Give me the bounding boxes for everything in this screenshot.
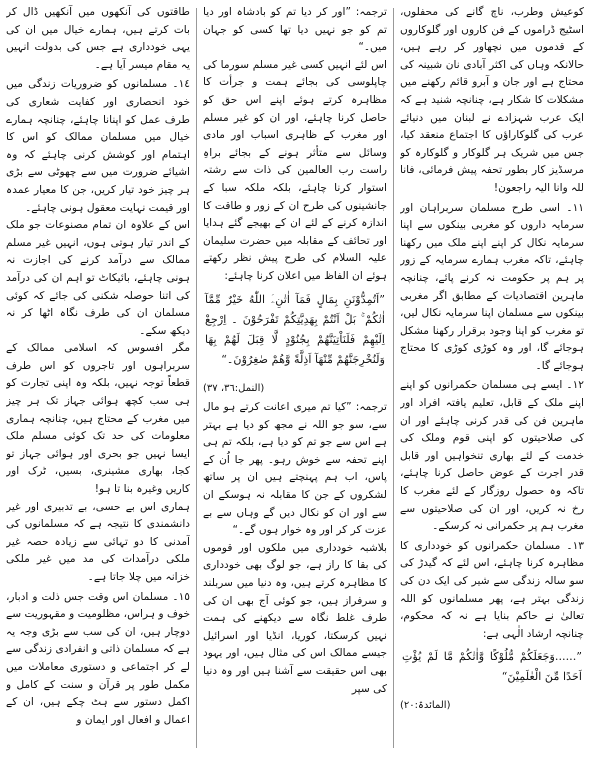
paragraph: اس کے علاوہ ان تمام مصنوعات جو ملک کے اندر تیار ہوتی ہوں، انہیں غیر مسلم ممالک سے درآمد کرنے کی اجازت نہ ہونی چاہئے، بائیکاٹ تو اہم ان کی درآمد کی اتنا حوصلہ شکنی کی جائے کہ کوئی مسلمان ان کی طرف نگاہ اٹھا کر نہ دیکھ سکے۔ — [5, 219, 190, 337]
paragraph: کوعیش وطرب، ناچ گانے کی محفلوں، اسٹیج ڈراموں کے فن کاروں اور گلوکاروں کے قدموں میں نچھاور کر رہے ہیں، حالانکہ وہاں کی اکثر آبادی نان شبینہ کی محتاج ہے اور جان و آبرو قائم رکھنے میں مشکلات کا شکار ہے، چنانچہ شنید ہے کہ ایک عرب شہزادے نے لبنان میں دنیائے عرب کی گلوکاراؤں کا اجتماع منعقد کیا، جس میں شریک ہر گلوکار و گلوکارہ کو مرسڈیز کار بطور تحفہ پیش فرمائی، فانا للہ وانا الیہ راجعون! — [399, 6, 584, 194]
verse-reference: (المائدۃ:٢٠) — [399, 700, 451, 712]
paragraph: بلاشبہ خودداری میں ملکوں اور قوموں کی بقا کا راز ہے، جو لوگ بھی خودداری کا مظاہرہ کرتے ہیں، وہ دنیا میں سربلند و سرفراز ہیں، جو کوئی آج بھی ان کی طرف غلط نگاہ سے دیکھنے کی ہمت نہیں کرسکتا، کوریا، انڈیا اور اسرائیل جیسے ممالک اس کی مثال ہیں، اور یہود بھی اس حقیقت سے آشنا ہیں اور وہ دنیا کی سپر — [202, 541, 387, 695]
quran-verse: ”......وَجَعَلَكُمْ مُّلُوْكًا وَّاٰتٰكُمْ مَّا لَمْ يُؤْتِ اَحَدًا مِّنَ الْعٰلَمِيْنَ“ — [401, 650, 582, 684]
text-column-right — [400, 4, 584, 754]
paragraph: ١١۔ اسی طرح مسلمان سربراہان اور سرمایہ داروں کو مغربی بینکوں سے اپنا سرمایہ نکال کر اپنے اپنے ملک میں رکھنا چاہئے، تاکہ مغرب ہمارے سرمایہ کے زور پر ہم پر حکومت نہ کرنے پائے، چنانچہ ماہرین اقتصادیات کے مطابق اگر مغربی بینکوں سے مسلمان اپنا سرمایہ نکال لیں، تو مغرب کو اپنا وجود برقرار رکھنا مشکل ہوجائے گا، اور وہ کوڑی کوڑی کا محتاج ہوجائے گا۔ — [399, 201, 584, 372]
paragraph: ہماری اس بے حسی، بے تدبیری اور غیر دانشمندی کا نتیجہ ہے کہ مسلمانوں کی آمدنی کا دو تہائی سے زیادہ حصہ غیر ملکی درآمدات کی مد میں غیر ملکی خزانہ میں چلا جاتا ہے۔ — [5, 500, 190, 583]
paragraph: ١٣۔ مسلمان حکمرانوں کو خودداری کا مظاہرہ کرنا چاہئے، اس لئے کہ گیدڑ کی سو سالہ زندگی سے شیر کی ایک دن کی زندگی بہتر ہے، پھر مسلمانوں کو اللہ تعالیٰ نے حاکم بنایا ہے نہ کہ محکوم، چنانچہ ارشاد الٰہی ہے: — [399, 539, 584, 640]
column-divider — [393, 8, 394, 748]
quran-verse: ”اَتُمِدُّوْنَنِ بِمَالٍ فَمَآ اٰتٰنِۦَ اللّٰهُ خَيْرٌ مِّمَّآ اٰتٰكُمْ ۚ بَلْ اَنْتُمْ بِهَدِيَّتِكُمْ تَفْرَحُوْنَ ۔ اِرْجِعْ اِلَيْهِمْ فَلَنَاْتِيَنَّهُمْ بِجُنُوْدٍ لَّا قِبَلَ لَهُمْ بِهَا وَلَنُخْرِجَنَّهُمْ مِّنْهَآ اَذِلَّةً وَّهُمْ صٰغِرُوْنَ۔“ — [204, 292, 385, 366]
text-column-left — [6, 4, 190, 754]
paragraph: ترجمہ: ”کیا تم میری اعانت کرتے ہو مال سے، سو جو اللہ نے مجھ کو دیا ہے بہتر ہے اس سے جو تم کو دیا ہے، بلکہ تم ہی اپنے تحفہ سے خوش رہو۔ پھر جا اُن کے پاس، اب ہم پہنچتے ہیں ان پر ساتھ لشکروں کے جن کا مقابلہ نہ ہوسکے ان سے اور ان کو نکال دیں گے وہاں سے بے عزت کر کر اور وہ خوار ہوں گے۔“ — [202, 401, 387, 537]
text-column-middle — [203, 4, 387, 754]
verse-reference: (النمل:٣٦، ٣٧) — [202, 382, 265, 394]
paragraph: ١٢۔ ایسے ہی مسلمان حکمرانوں کو اپنے اپنے ملک کے قابل، تعلیم یافتہ افراد اور ماہرین فن کی قدر کرنی چاہئے اور ان کی صلاحیتوں کو اپنی قوم وملک کی خدمت کے لئے بھاری تنخواہیں اور قابل قدر اجرت کے عوض حاصل کرنا چاہئے، تاکہ وہ حصول روزگار کے لئے مغرب کا رخ نہ کریں، اور ان کی صلاحیتوں سے مغرب ہم پر حکمرانی نہ کرسکے۔ — [399, 379, 584, 533]
paragraph: اس لئے انہیں کسی غیر مسلم سورما کی چاپلوسی کی بجائے ہمت و جرأت کا مظاہرہ کرتے ہوئے اپنے اس حق کو حاصل کرنا چاہئے، اور ان کو غیر مسلم اور مغرب کے ظاہری اسباب اور مادی وسائل سے متأثر ہونے کے بجائے براہِ راست رب العالمین کی ذات سے رشتہ استوار کرنا چاہئے، بلکہ ملکہ سبا کے جانشینوں کی طرح ان کے زور و طاقت کا اندازہ کرنے کے لئے ان کے بھیجے گئے ہدایا اور تحائف کے مقابلہ میں حضرت سلیمان علیہ السلام کی طرح پیش نظر رکھتے ہوئے ان الفاظ میں اعلان کرنا چاہئے: — [202, 58, 387, 282]
document-page — [6, 4, 584, 754]
paragraph: ترجمہ: ”اور کر دیا تم کو بادشاہ اور دیا تم کو جو نہیں دیا تھا کسی کو جہان میں۔“ — [202, 6, 387, 54]
paragraph: طاقتوں کی آنکھوں میں آنکھیں ڈال کر بات کرتے ہیں، ہمارے خیال میں ان کی یہی خودداری ہے جس کی بدولت انہیں یہ مقام میسر آیا ہے۔ — [5, 6, 190, 71]
paragraph: ١٤۔ مسلمانوں کو ضروریات زندگی میں خود انحصاری اور کفایت شعاری کی طرف عمل کو اپنانا چاہئے، چنانچہ ہمارے خیال میں مسلمان ممالک کو اس کا اہتمام اور کوشش کرنی چاہئے کہ وہ اشیائے ضرورت میں سے چھوٹی سے بڑی ہر چیز خود تیار کریں، جن کا معیار عمدہ اور قیمت نہایت معقول ہونی چاہئے۔ — [5, 78, 190, 214]
paragraph: مگر افسوس کہ اسلامی ممالک کے سربراہوں اور تاجروں کو اس طرف قطعاً توجہ نہیں، بلکہ وہ اپنی تجارت کو ہی سب کچھ ہوائی جہاز تک ہر چیز میں مغرب کے محتاج ہیں، چنانچہ ہماری معلومات کی حد تک کوئی مسلم ملک ایسا نہیں جو بحری اور ہوائی جہاز تو کجا، بھاری مشینری، بسیں، ٹرک اور کاریں وغیرہ بنا تا ہو! — [5, 342, 190, 496]
column-divider — [196, 8, 197, 748]
paragraph: ١٥۔ مسلمان اس وقت جس ذلت و ادبار، خوف و ہراس، مظلومیت و مقہوریت سے دوچار ہیں، ان کی سب سے بڑی وجہ یہ ہے کہ مسلمان ذاتی و انفرادی زندگی سے لے کر اجتماعی و دستوری معاملات میں مکمل طور پر قرآن و سنت کے کامل و اکمل دستور سے ہٹ چکے ہیں، ان کے اعمال و افعال اور ایمان و — [5, 590, 190, 726]
